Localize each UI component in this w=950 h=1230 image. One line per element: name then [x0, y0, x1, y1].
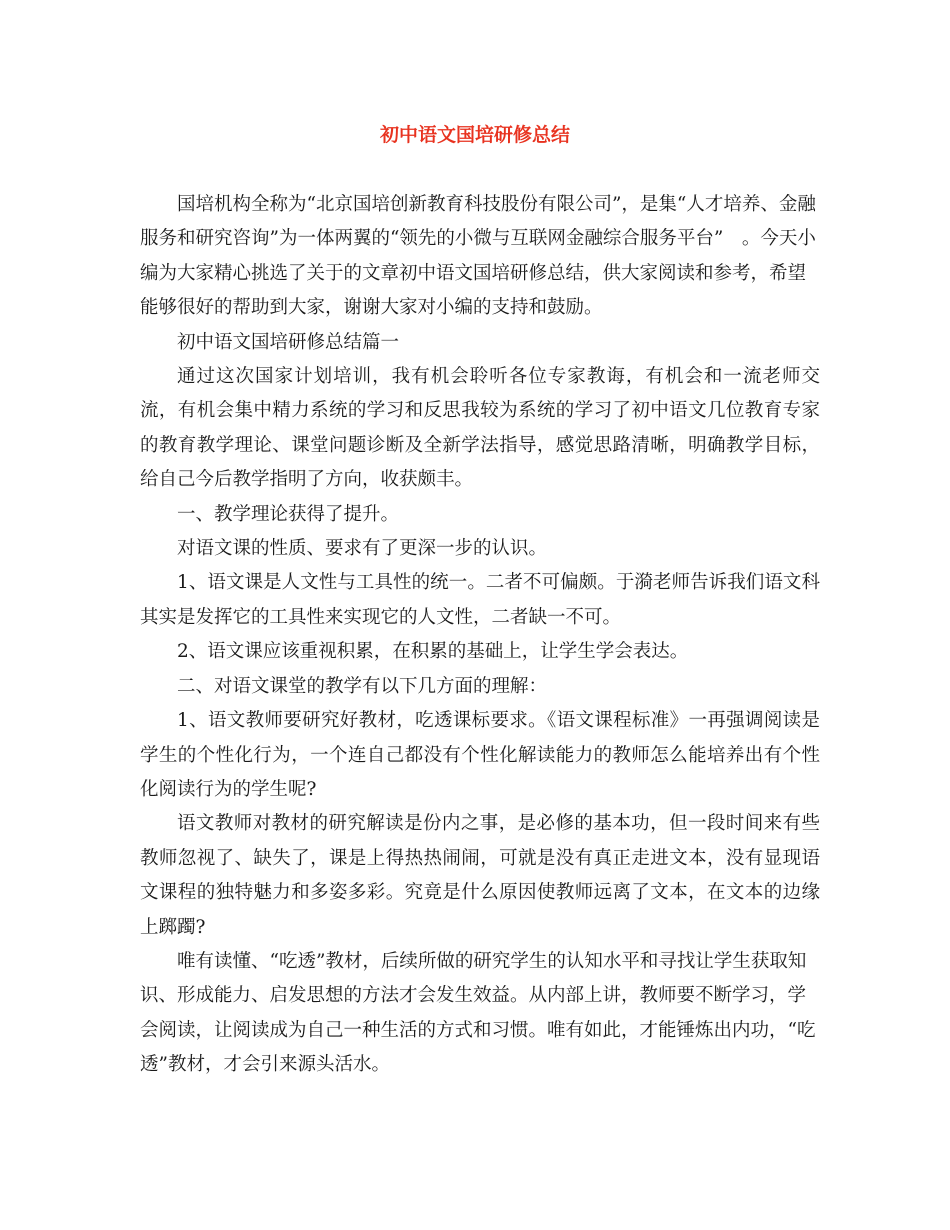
paragraph: 1、语文课是人文性与工具性的统一。二者不可偏颇。于漪老师告诉我们语文科其实是发挥它的工具性来实现它的人文性，二者缺一不可。 — [140, 572, 820, 628]
section-heading: 初中语文国培研修总结篇一 — [177, 331, 400, 353]
paragraph-intro: 国培机构全称为“北京国培创新教育科技股份有限公司”，是集“人才培养、金融服务和研究咨询”为一体两翼的“领先的小微与互联网金融综合服务平台” 。今天小编为大家精心挑选了关于的文章初中语文国培研修总结，供大家阅读和参考，希望能够很好的帮助到大家，谢谢大家对小编的支持和鼓励。 — [140, 194, 816, 319]
paragraph: 1、语文教师要研究好教材，吃透课标要求。《语文课程标准》一再强调阅读是学生的个性化行为，一个连自己都没有个性化解读能力的教师怎么能培养出有个性化阅读行为的学生呢? — [140, 710, 820, 800]
section-heading: 一、教学理论获得了提升。 — [177, 503, 400, 525]
section-heading: 二、对语文课堂的教学有以下几方面的理解： — [177, 675, 548, 697]
paragraph: 唯有读懂、“吃透”教材，后续所做的研究学生的认知水平和寻找让学生获取知识、形成能力、启发思想的方法才会发生效益。从内部上讲，教师要不断学习，学会阅读，让阅读成为自己一种生活的方式和习惯。唯有如此，才能锤炼出内功，“吃透”教材，才会引来源头活水。 — [140, 950, 816, 1076]
document-body — [140, 188, 820, 1083]
document-title: 初中语文国培研修总结 — [379, 124, 570, 146]
paragraph: 通过这次国家计划培训，我有机会聆听各位专家教诲，有机会和一流老师交流，有机会集中精力系统的学习和反思我较为系统的学习了初中语文几位教育专家的教育教学理论、课堂问题诊断及全新学法指导，感觉思路清晰，明确教学目标，给自己今后教学指明了方向，收获颇丰。 — [140, 366, 820, 491]
paragraph: 语文教师对教材的研究解读是份内之事，是必修的基本功，但一段时间来有些教师忽视了、缺失了，课是上得热热闹闹，可就是没有真正走进文本，没有显现语文课程的独特魅力和多姿多彩。究竟是什么原因使教师远离了文本，在文本的边缘上踯躅? — [140, 813, 820, 938]
paragraph: 对语文课的性质、要求有了更深一步的认识。 — [177, 538, 548, 560]
paragraph: 2、语文课应该重视积累，在积累的基础上，让学生学会表达。 — [177, 641, 689, 663]
